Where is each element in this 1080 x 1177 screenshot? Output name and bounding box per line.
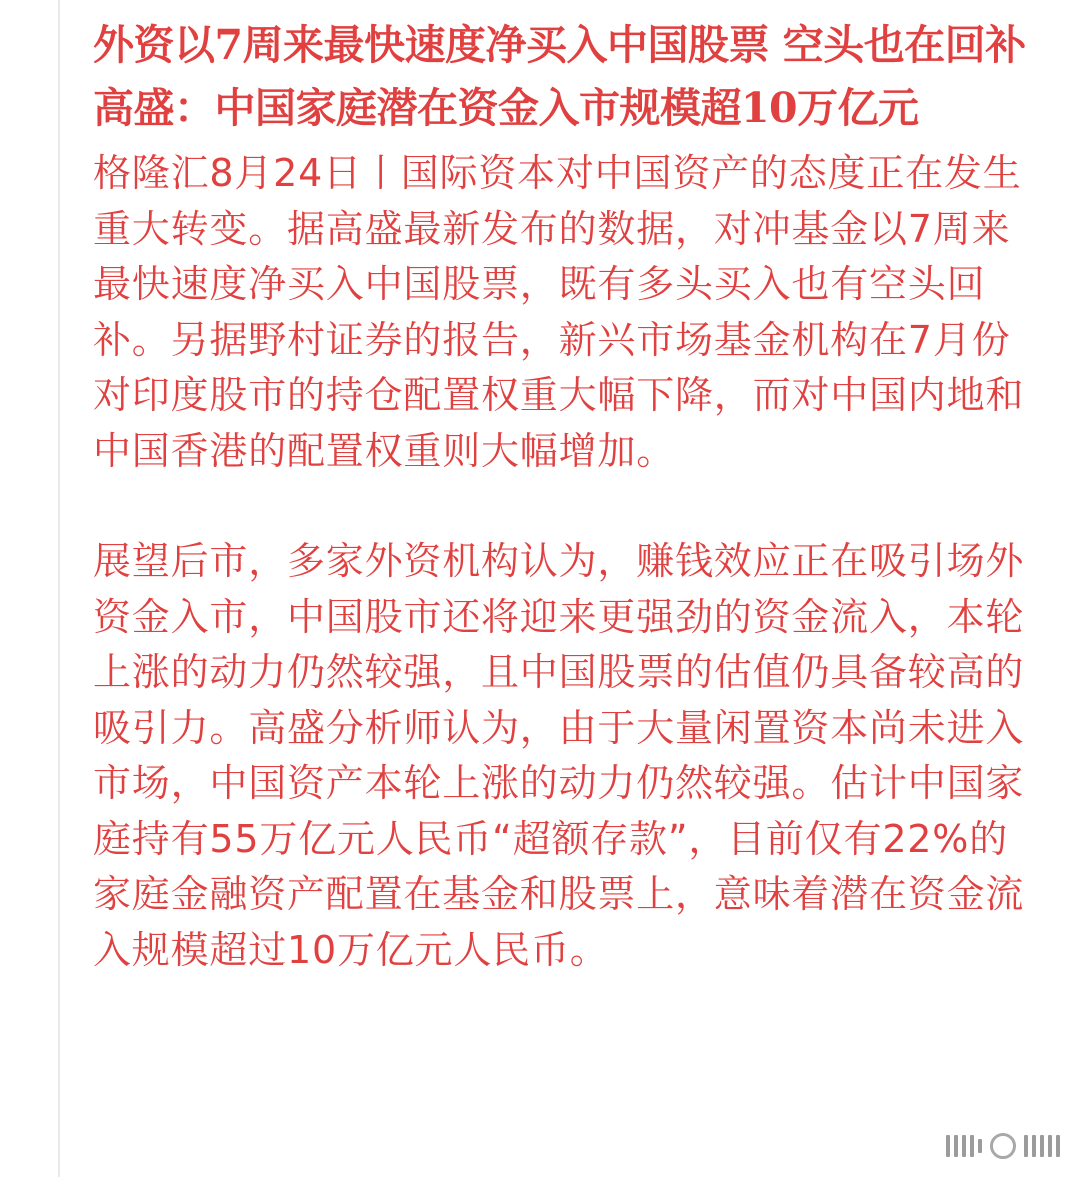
left-border — [58, 0, 60, 1177]
paragraph-2: 展望后市，多家外资机构认为，赚钱效应正在吸引场外资金入市，中国股市还将迎来更强劲的资金流入，本轮上涨的动力仍然较强，且中国股票的估值仍具备较高的吸引力。高盛分析师认为，由于大量闲置资本尚未进入市场，中国资产本轮上涨的动力仍然较强。估计中国家庭持有55万亿元人民币“超额存款”，目前仅有22%的家庭金融资产配置在基金和股票上，意味着潜在资金流入规模超过10万亿元人民币。 — [93, 539, 1025, 972]
headline: 外资以7周来最快速度净买入中国股票 空头也在回补 高盛：中国家庭潜在资金入市规模超10万亿元 — [93, 21, 1026, 132]
paragraph-1: 格隆汇8月24日丨国际资本对中国资产的态度正在发生重大转变。据高盛最新发布的数据，对冲基金以7周来最快速度净买入中国股票，既有多头买入也有空头回补。另据野村证券的报告，新兴市场基金机构在7月份对印度股市的持仓配置权重大幅下降，而对中国内地和中国香港的配置权重则大幅增加。 — [93, 151, 1025, 473]
platform-logo-icon — [946, 1133, 1060, 1159]
article — [93, 14, 1033, 978]
